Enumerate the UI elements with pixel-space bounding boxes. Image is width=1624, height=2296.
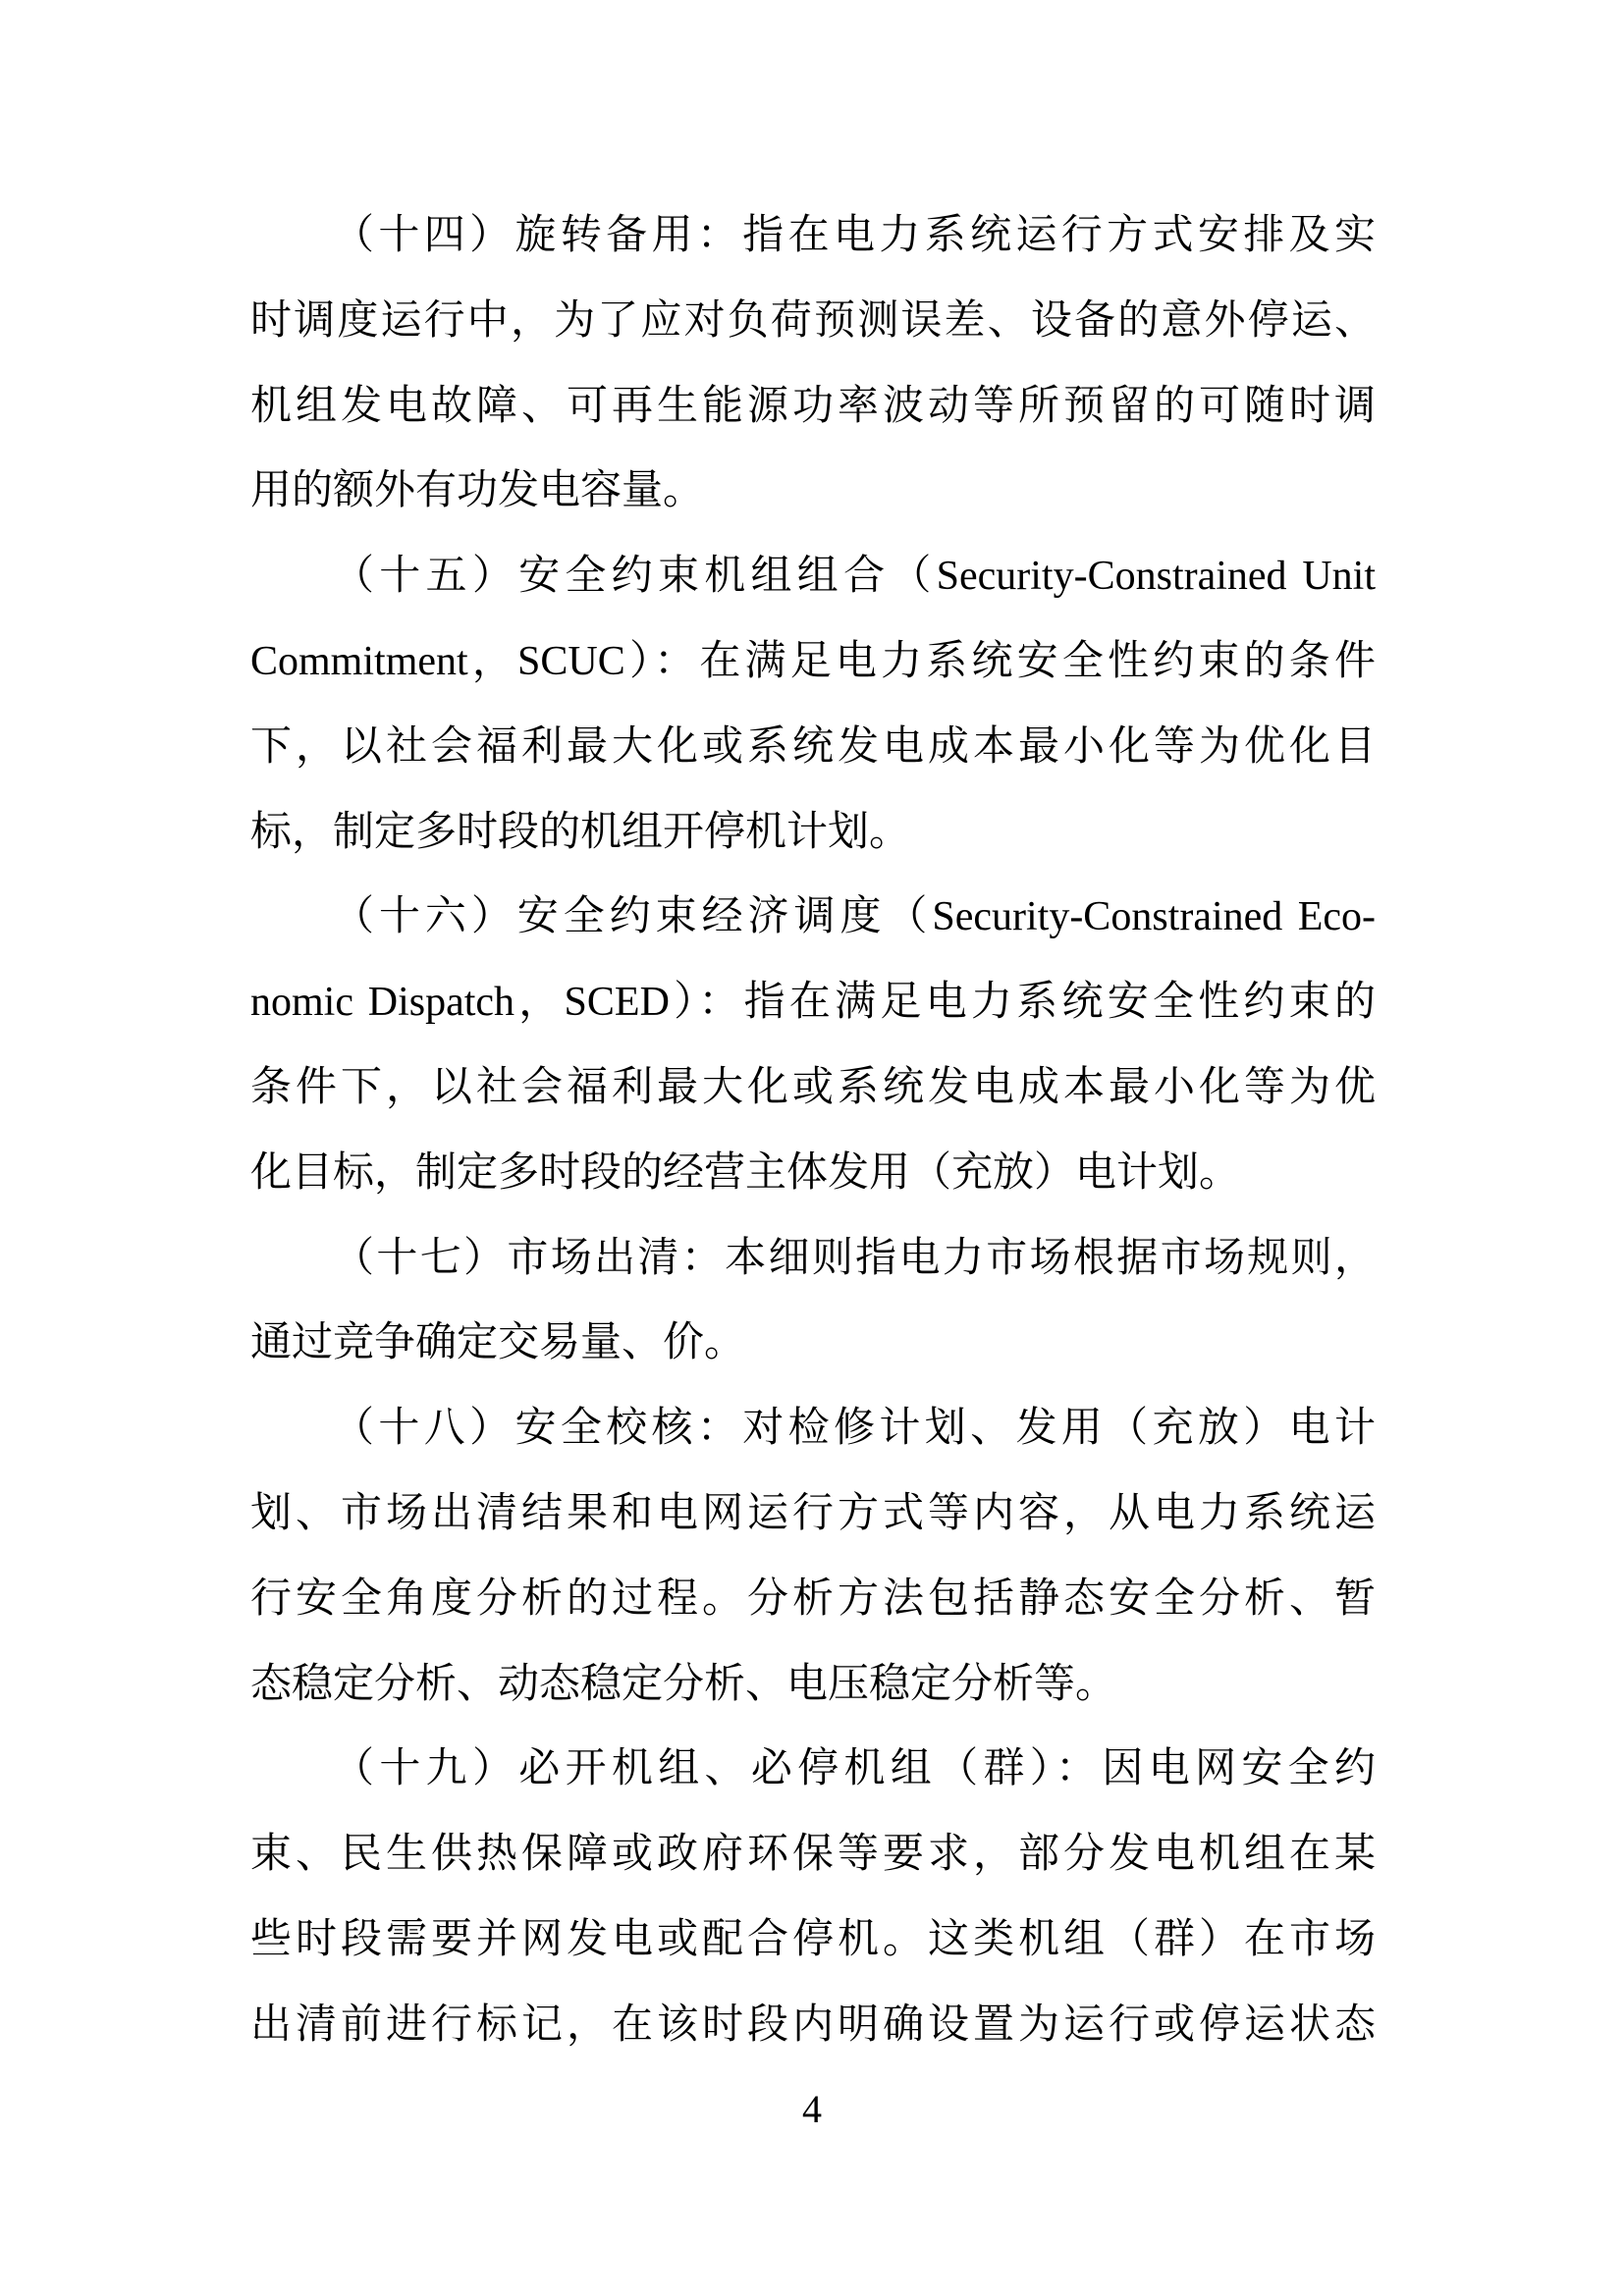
text-line: 化目标，制定多时段的经营主体发用（充放）电计划。 <box>250 1149 1241 1196</box>
text-line: Commitment，SCUC）：在满足电力系统安全性约束的条件 <box>250 638 1376 684</box>
text-line: （十四）旋转备用：指在电力系统运行方式安排及实 <box>333 213 1376 258</box>
text-line: nomic Dispatch，SCED）：指在满足电力系统安全性约束的 <box>250 980 1376 1026</box>
text-line: （十七）市场出清：本细则指电力市场根据市场规则， <box>333 1235 1376 1281</box>
text-line: 通过竞争确定交易量、价。 <box>250 1320 746 1366</box>
text-line: （十九）必开机组、必停机组（群）：因电网安全约 <box>333 1746 1376 1792</box>
text-line: 标，制定多时段的机组开停机计划。 <box>250 809 911 855</box>
text-line: 条件下，以社会福利最大化或系统发电成本最小化等为优 <box>250 1064 1376 1110</box>
text-line: 划、市场出清结果和电网运行方式等内容，从电力系统运 <box>250 1490 1376 1536</box>
text-line: （十五）安全约束机组组合（Security-Constrained Unit <box>333 554 1376 600</box>
text-line: （十六）安全约束经济调度（Security-Constrained Eco- <box>333 894 1376 940</box>
text-line: 行安全角度分析的过程。分析方法包括静态安全分析、暂 <box>250 1575 1376 1622</box>
document-body <box>250 193 1376 2068</box>
text-line: 用的额外有功发电容量。 <box>250 468 705 514</box>
text-line: 些时段需要并网发电或配合停机。这类机组（群）在市场 <box>250 1916 1376 1962</box>
page-number: 4 <box>802 2087 822 2131</box>
text-line: 态稳定分析、动态稳定分析、电压稳定分析等。 <box>250 1661 1117 1707</box>
text-line: 机组发电故障、可再生能源功率波动等所预留的可随时调 <box>250 383 1376 429</box>
text-line: 出清前进行标记，在该时段内明确设置为运行或停运状态 <box>250 2002 1376 2048</box>
text-line: （十八）安全校核：对检修计划、发用（充放）电计 <box>333 1406 1376 1452</box>
text-line: 下，以社会福利最大化或系统发电成本最小化等为优化目 <box>250 723 1376 770</box>
text-line: 束、民生供热保障或政府环保等要求，部分发电机组在某 <box>250 1832 1376 1878</box>
text-line: 时调度运行中，为了应对负荷预测误差、设备的意外停运、 <box>250 297 1376 344</box>
